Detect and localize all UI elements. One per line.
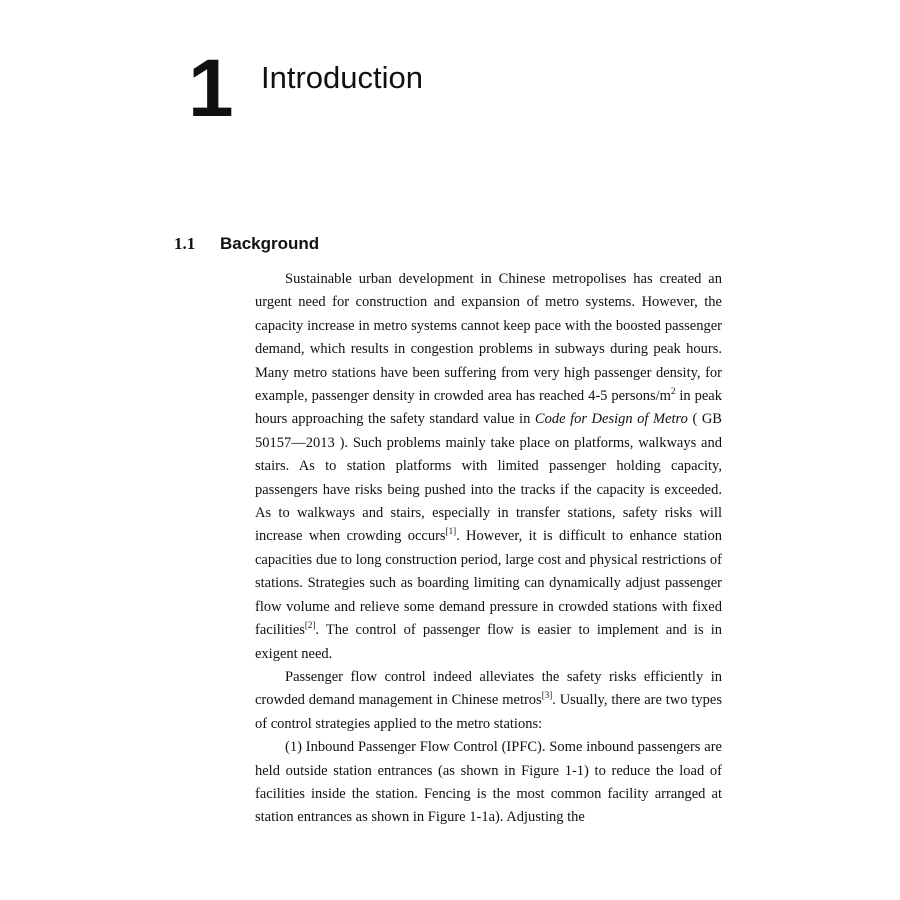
citation-2: [2] [304, 620, 316, 631]
paragraph-1-text-e: . The control of passenger flow is easier to implement and is in exigent need. [255, 622, 722, 662]
paragraph-3: (1) Inbound Passenger Flow Control (IPFC). Some inbound passengers are held outside station entrances (as shown in Figure 1-1) to reduce the load of facilities inside the station. Fencing is the most common facility arranged at station entrances as shown in Figure 1-1a). Adjusting the [255, 739, 722, 826]
section-heading [174, 235, 319, 252]
code-title: Code for Design of Metro [534, 411, 688, 428]
paragraph-1 [255, 268, 722, 666]
body-text [255, 268, 722, 830]
citation-3: [3] [541, 690, 553, 701]
chapter-title: Introduction [261, 60, 423, 95]
paragraph-1-text-c: ( GB 50157—2013 ). Such problems mainly take place on platforms, walkways and stairs. As to station platforms with limited passenger holding capacity, passengers have risks being pushed into the tracks if the capacity is exceeded. As to walkways and stairs, especially in transfer stations, safety risks will increase when crowding occurs [255, 411, 722, 545]
paragraph-2-text-a: Passenger flow control indeed alleviates the safety risks efficiently in crowded demand management in Chinese metros [255, 668, 722, 709]
paragraph-1-text-d: . However, it is difficult to enhance station capacities due to long construction period, large cost and physical restrictions of stations. Strategies such as boarding limiting can dynamically adjust passenger flow volume and relieve some demand pressure in crowded stations with fixed facilities [255, 528, 722, 639]
paragraph-2-text-b: . Usually, there are two types of control strategies applied to the metro stations: [255, 692, 722, 732]
chapter-number: 1 [188, 43, 234, 134]
paragraph-1-text-a: Sustainable urban development in Chinese metropolises has created an urgent need for construction and expansion of metro systems. However, the capacity increase in metro systems cannot keep pace with the boosted passenger demand, which results in congestion problems in subways during peak hours. Many metro stations have been suffering from very high passenger density, for example, passenger density in crowded area has reached 4-5 persons/m [255, 271, 722, 405]
paragraph-1-text-b: in peak hours approaching the safety standard value in [255, 388, 722, 428]
paragraph-2 [255, 666, 722, 736]
citation-1: [1] [445, 526, 457, 537]
section-number: 1.1 [174, 234, 196, 253]
superscript-squared: 2 [670, 386, 676, 397]
section-title: Background [220, 234, 320, 253]
